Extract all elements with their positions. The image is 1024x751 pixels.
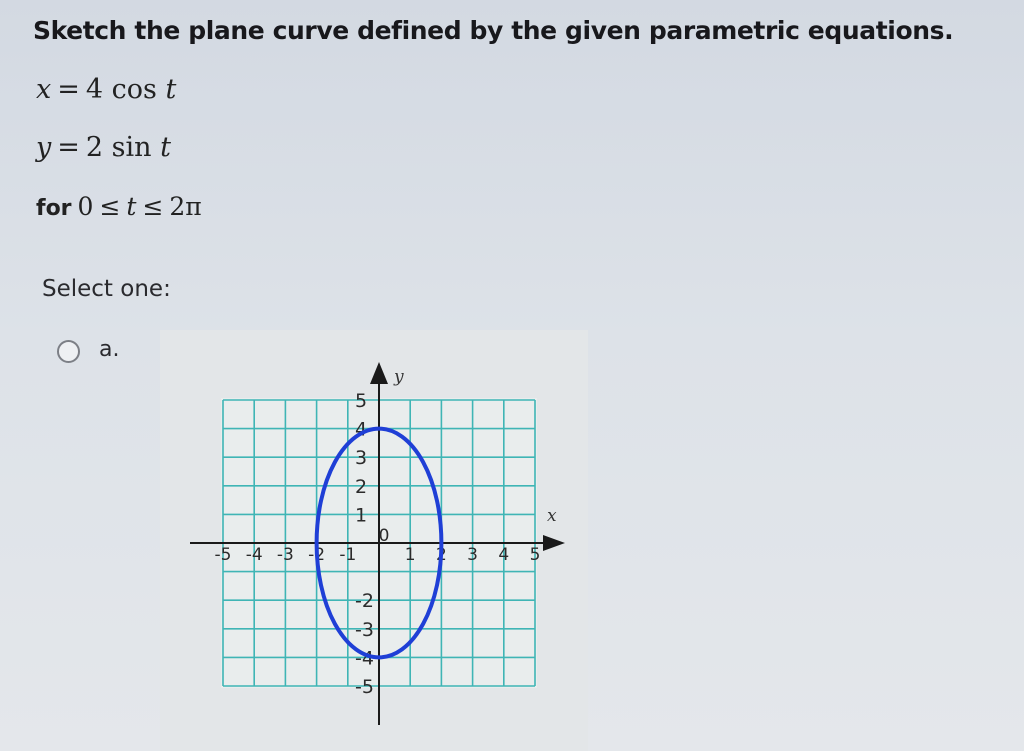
y-axis-label: y [394,367,404,387]
parameter-domain-var: t [126,192,137,221]
x-tick-label: 0 [378,526,390,546]
x-tick-label: -4 [245,545,263,565]
x-tick-label: 3 [467,545,479,565]
parameter-domain-for: for [36,196,72,221]
option-a-graph [160,330,588,751]
equation-x-coef: 4 [85,74,104,105]
x-tick-label: 1 [404,545,416,565]
equation-y: y = 2 sin t [36,132,172,163]
equation-y-var: t [160,132,172,163]
ellipse-graph-svg [160,330,588,751]
y-tick-label: 5 [355,390,368,412]
y-tick-label: 2 [355,475,368,498]
equation-y-coef: 2 [85,132,104,163]
option-a-radio[interactable] [57,340,80,363]
y-tick-label: -2 [355,590,374,613]
y-axis-arrow [370,362,388,384]
equation-y-lhs: y [36,132,52,163]
equation-x-lhs: x [36,74,52,105]
y-tick-label: -3 [355,618,374,641]
parameter-domain-low: 0 [77,192,94,221]
x-tick-label: 5 [529,545,541,565]
parameter-domain-high: 2π [169,192,202,221]
x-tick-label: 2 [435,545,447,565]
parameter-domain: for 0 ≤ t ≤ 2π [36,192,202,221]
y-tick-label: 3 [355,447,368,470]
option-a-label[interactable]: a. [99,337,120,362]
y-tick-label: -4 [355,647,374,670]
equation-x-fn: cos [111,74,157,105]
y-tick-label: 1 [355,504,368,527]
x-tick-label: -3 [276,545,294,565]
question-title: Sketch the plane curve defined by the given parametric equations. [33,16,954,45]
x-tick-label: -2 [308,545,326,565]
equation-x: x = 4 cos t [36,74,177,105]
select-one-label: Select one: [42,276,171,302]
x-tick-label: -1 [339,545,357,565]
equation-y-fn: sin [111,132,152,163]
x-tick-label: 4 [498,545,510,565]
y-tick-label: -5 [355,676,374,698]
x-tick-label: -5 [214,545,232,565]
equation-x-var: t [165,74,177,105]
x-axis-label: x [547,506,557,526]
y-tick-label: 4 [355,418,368,441]
x-axis-arrow [543,535,565,551]
